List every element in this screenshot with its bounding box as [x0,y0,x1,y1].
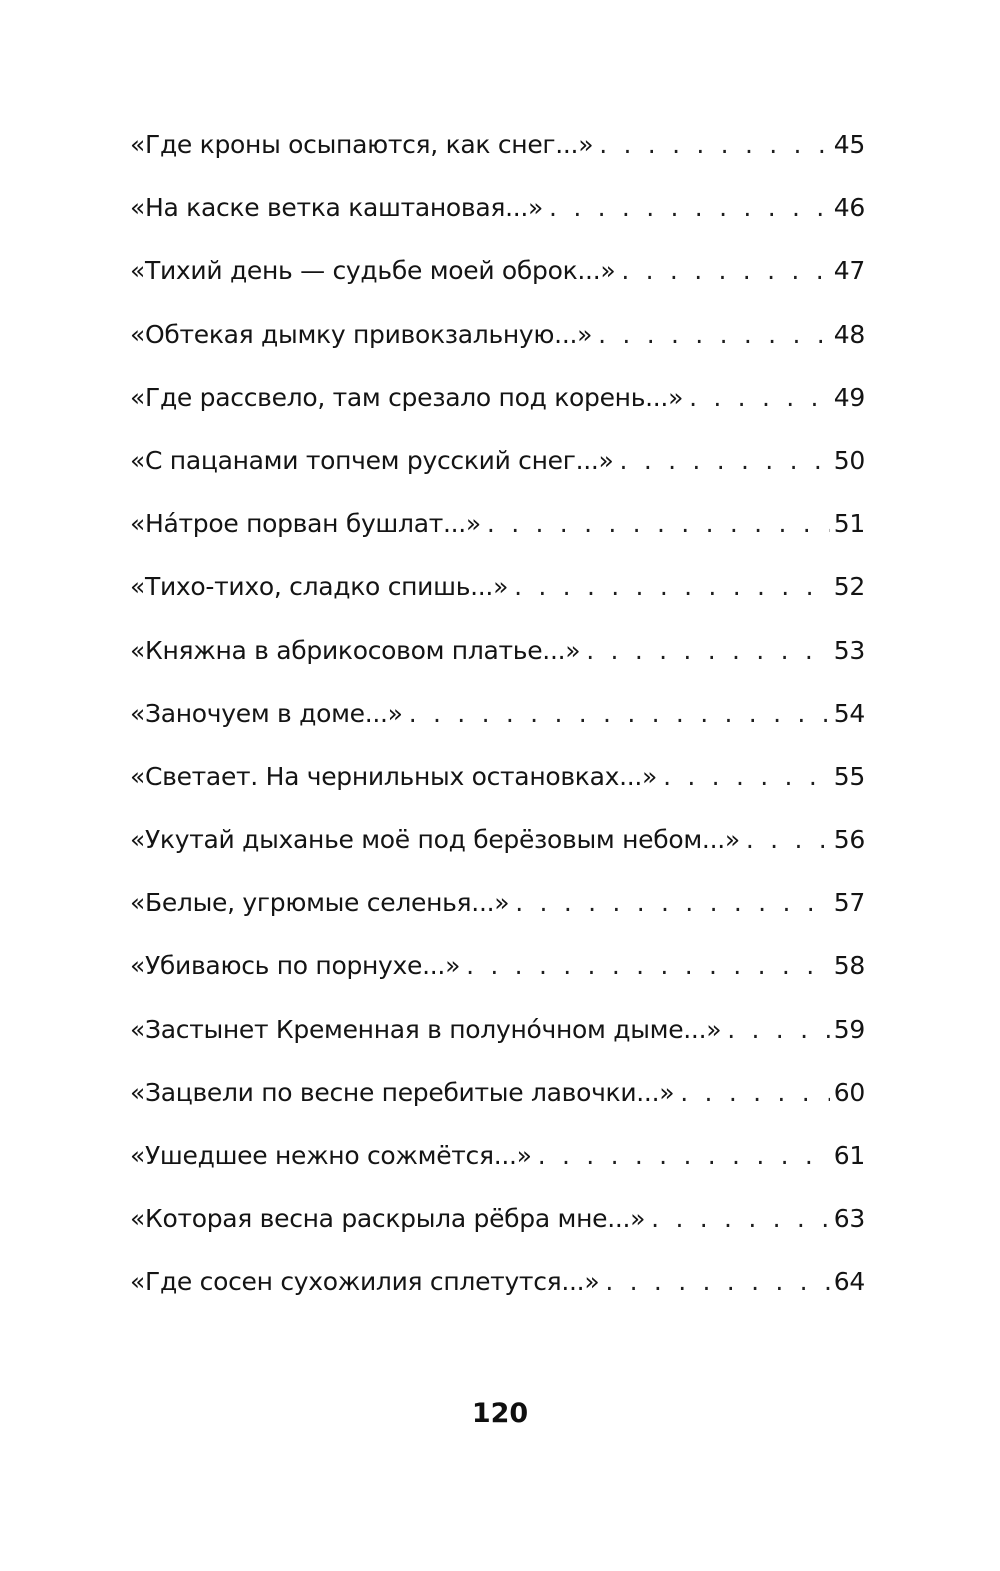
toc-entry-title: «Ушедшее нежно сожмётся...» [130,1141,532,1170]
toc-entry [130,1061,865,1124]
toc-entry [130,555,865,618]
dot-leader [680,1061,830,1124]
toc-entry-title: «Застынет Кременная в полуно́чном дыме...» [130,1014,722,1044]
toc-entry [130,808,865,871]
toc-entry-page: 61 [833,1141,865,1170]
toc-entry-title: «Светает. На чернильных остановках...» [130,761,658,791]
toc-entry [130,366,865,429]
toc-entry-title: «Обтекая дымку привокзальную...» [130,319,593,349]
toc-entry-page: 47 [833,256,865,286]
dot-leader [598,303,830,366]
toc-entry-title: «С пацанами топчем русский снег...» [130,445,614,475]
toc-entry-page: 45 [833,130,865,159]
dot-leader [651,1187,830,1250]
dot-leader [549,176,830,239]
toc-entry-title: «На́трое порван бушлат...» [130,509,481,539]
toc-entry-page: 57 [833,888,865,918]
toc-entry-title: «Где сосен сухожилия сплетутся...» [130,1267,600,1297]
toc-entry-page: 59 [833,1014,865,1044]
toc-entry [130,176,865,239]
toc-entry [130,745,865,808]
toc-entry [130,113,865,176]
toc-entry-title: «Убиваюсь по порнухе...» [130,951,461,981]
dot-leader [409,682,830,745]
toc-entry [130,619,865,682]
page-number: 120 [471,1398,529,1429]
dot-leader [466,934,830,997]
toc-entry-page: 50 [833,445,865,475]
toc-entry-page: 48 [833,319,865,349]
dot-leader [515,871,830,934]
dot-leader [599,113,830,176]
dot-leader [605,1250,829,1313]
toc-entry-title: «Заночуем в доме...» [130,698,403,728]
toc-entry-title: «На каске ветка каштановая...» [130,193,544,223]
toc-entry [130,871,865,934]
toc-entry [130,934,865,997]
toc-entry-title: «Тихий день — судьбе моей оброк...» [130,256,616,286]
toc-entry-title: «Которая весна раскрыла рёбра мне...» [130,1204,646,1234]
toc-entry [130,998,865,1061]
dot-leader [514,555,830,618]
toc-entry-title: «Княжна в абрикосовом платье...» [130,635,581,665]
toc-entry-title: «Белые, угрюмые селенья...» [130,888,510,918]
dot-leader [487,492,830,555]
toc-entry-page: 46 [833,193,865,223]
dot-leader [663,745,830,808]
toc-entry [130,1187,865,1250]
dot-leader [746,808,830,871]
toc-entry [130,1250,865,1313]
toc-entry [130,239,865,302]
toc-entry [130,682,865,745]
toc-entry-page: 53 [833,635,865,665]
toc-entry-page: 49 [833,382,865,412]
toc-entry [130,1124,865,1187]
toc-entry-page: 56 [833,825,865,855]
dot-leader [538,1124,830,1187]
dot-leader [727,998,830,1061]
toc-entry [130,303,865,366]
toc-entry-page: 52 [833,572,865,602]
toc-entry-title: «Зацвели по весне перебитые лавочки...» [130,1077,675,1107]
toc-entry-page: 54 [833,698,865,728]
toc-entry-title: «Тихо-тихо, сладко спишь...» [130,572,509,602]
dot-leader [586,619,830,682]
toc-entry-page: 64 [833,1267,865,1297]
toc-entry-title: «Где рассвело, там срезало под корень...» [130,382,684,412]
toc-entry-page: 55 [833,761,865,791]
toc-entry-title: «Где кроны осыпаются, как снег...» [130,130,594,159]
toc-entry-page: 58 [833,951,865,981]
table-of-contents [130,113,865,1314]
toc-entry-page: 60 [833,1077,865,1107]
dot-leader [620,429,830,492]
toc-entry [130,492,865,555]
dot-leader [689,366,830,429]
toc-entry-page: 63 [833,1204,865,1234]
dot-leader [621,239,829,302]
toc-entry [130,429,865,492]
toc-entry-page: 51 [833,509,865,539]
toc-entry-title: «Укутай дыханье моё под берёзовым небом...» [130,825,740,855]
